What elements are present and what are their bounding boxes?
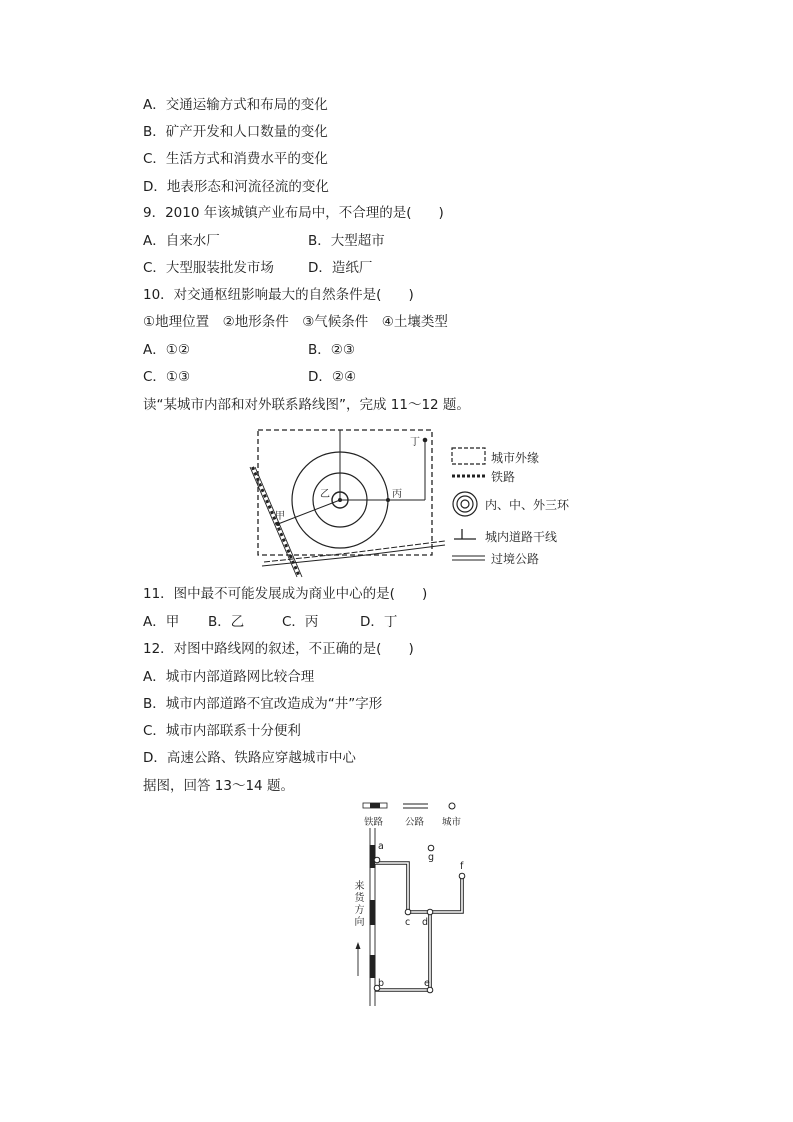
legend-boundary-symbol xyxy=(452,448,485,464)
q12-option-b: B．城市内部道路不宜改造成为“井”字形 xyxy=(143,696,383,712)
label-b: b xyxy=(378,978,385,989)
q11-option-c: C．丙 xyxy=(282,614,319,630)
road-a-c-d-f-outer xyxy=(375,863,462,912)
city-c xyxy=(405,909,411,915)
q12-option-d: D．高速公路、铁路应穿越城市中心 xyxy=(143,750,356,766)
legend-city-boundary: 城市外缘 xyxy=(491,451,540,465)
city-g xyxy=(428,845,434,851)
q12-option-c: C．城市内部联系十分便利 xyxy=(143,723,301,739)
q10-option-d: D．②④ xyxy=(308,369,357,385)
q11-stem: 11．图中最不可能发展成为商业中心的是( ) xyxy=(143,586,428,602)
legend-city: 城市 xyxy=(442,817,462,828)
q8-option-d: D．地表形态和河流径流的变化 xyxy=(143,179,329,195)
q10-option-a: A．①② xyxy=(143,342,190,358)
q12-stem: 12．对图中路线网的叙述，不正确的是( ) xyxy=(143,641,414,657)
arterial-road-southwest xyxy=(278,500,340,524)
railway-line-left xyxy=(250,467,297,577)
label-a: a xyxy=(378,841,384,852)
q9-option-c: C．大型服装批发市场 xyxy=(143,260,274,276)
legend-ring-inner xyxy=(461,500,469,508)
label-d: d xyxy=(422,917,429,928)
label-e: e xyxy=(424,978,430,989)
q11-option-b: B．乙 xyxy=(208,614,245,630)
label-ding: 丁 xyxy=(410,437,420,448)
legend-highway: 过境公路 xyxy=(491,552,540,566)
railway-segment xyxy=(370,845,376,868)
legend-city-symbol xyxy=(449,803,455,809)
figure-city-routes xyxy=(240,420,600,582)
q9-option-a: A．自来水厂 xyxy=(143,233,220,249)
q10-conditions: ①地理位置 ②地形条件 ③气候条件 ④土壤类型 xyxy=(143,314,448,330)
legend-road: 公路 xyxy=(405,817,425,828)
label-f: f xyxy=(460,861,464,872)
label-c: c xyxy=(405,917,411,928)
point-ding xyxy=(423,438,428,443)
city-d xyxy=(427,909,433,915)
direction-label: 来货方向 xyxy=(352,880,363,928)
legend-arterial: 城内道路干线 xyxy=(485,530,558,544)
q11-option-a: A．甲 xyxy=(143,614,180,630)
intro-13-14: 据图，回答 13～14 题。 xyxy=(143,778,294,794)
railway-segment xyxy=(370,955,376,978)
label-jia: 甲 xyxy=(275,511,285,522)
direction-arrow-head xyxy=(356,942,361,949)
q11-option-d: D．丁 xyxy=(360,614,398,630)
q8-option-c: C．生活方式和消费水平的变化 xyxy=(143,151,328,167)
q9-stem: 9．2010 年该城镇产业布局中，不合理的是( ) xyxy=(143,205,444,221)
q9-option-b: B．大型超市 xyxy=(308,233,385,249)
legend-rings: 内、中、外三环 xyxy=(485,498,570,512)
q8-option-a: A．交通运输方式和布局的变化 xyxy=(143,97,328,113)
q9-option-d: D．造纸厂 xyxy=(308,260,373,276)
q8-option-b: B．矿产开发和人口数量的变化 xyxy=(143,124,328,140)
label-yi: 乙 xyxy=(320,489,330,500)
label-bing: 丙 xyxy=(392,489,402,500)
city-a xyxy=(374,857,380,863)
legend-ring-middle xyxy=(457,496,473,512)
legend-railway: 铁路 xyxy=(364,817,384,828)
road-a-c-d-f-inner xyxy=(375,863,462,912)
q10-option-b: B．②③ xyxy=(308,342,355,358)
q10-option-c: C．①③ xyxy=(143,369,191,385)
city-f xyxy=(459,873,465,879)
legend-railway: 铁路 xyxy=(491,470,516,484)
point-jia xyxy=(276,522,280,526)
legend-railway-symbol-fill xyxy=(370,803,380,808)
point-bing xyxy=(386,498,390,502)
railway-segment xyxy=(370,900,376,925)
q12-option-a: A．城市内部道路网比较合理 xyxy=(143,669,315,685)
q10-stem: 10．对交通枢纽影响最大的自然条件是( ) xyxy=(143,287,414,303)
intro-11-12: 读“某城市内部和对外联系路线图”，完成 11～12 题。 xyxy=(143,397,470,413)
label-g: g xyxy=(428,852,435,863)
